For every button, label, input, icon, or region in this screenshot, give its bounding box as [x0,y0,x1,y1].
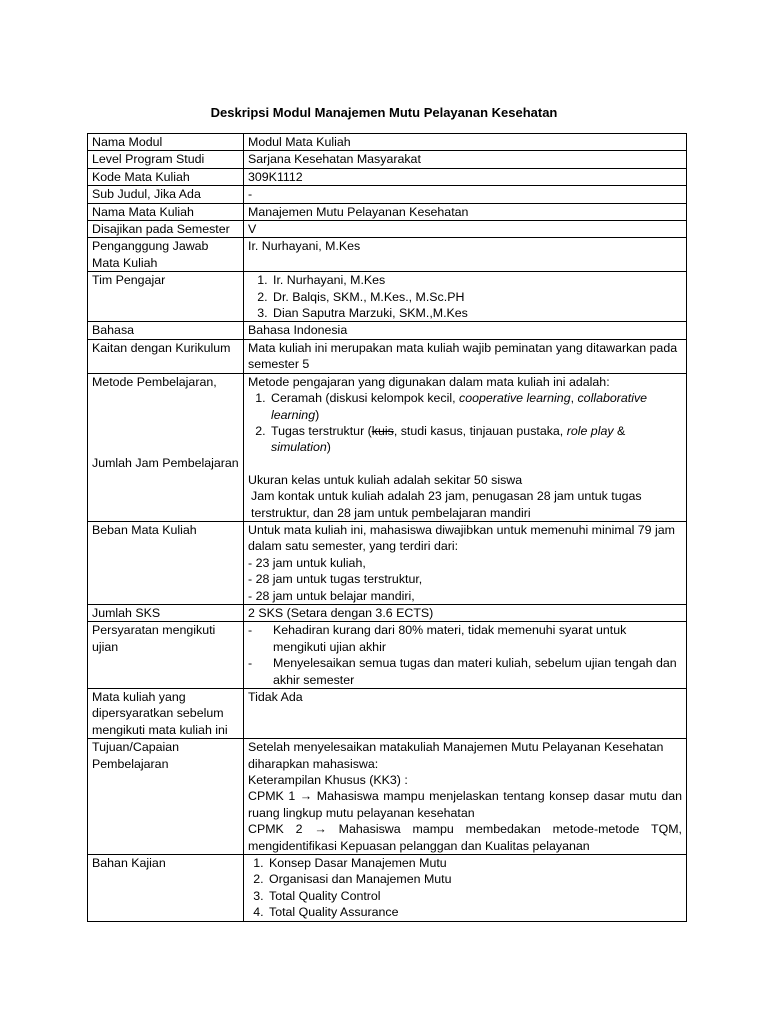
list-item: 1. Ir. Nurhayani, M.Kes [271,272,682,288]
contact-hours-text: Jam kontak untuk kuliah adalah 23 jam, penugasan 28 jam untuk tugas terstruktur, dan 28 jam untuk pembelajaran mandiri [251,489,642,520]
method-intro: Metode pengajaran yang digunakan dalam mata kuliah ini adalah: [248,374,610,389]
row-label: Disajikan pada Semester [88,221,244,238]
row-label: Beban Mata Kuliah [88,521,244,604]
skill-heading: Keterampilan Khusus (KK3) : [248,773,408,788]
list-item: 4. Total Quality Assurance [267,904,682,920]
table-row [88,339,687,373]
row-value: - [244,186,687,203]
row-label: Kaitan dengan Kurikulum [88,339,244,373]
document-title: Deskripsi Modul Manajemen Mutu Pelayanan Kesehatan [210,105,558,120]
cpmk-2: CPMK 2 → Mahasiswa mampu membedakan metode-metode TQM, mengidentifikasi Kepuasan pelanggan dan Kualitas pelayanan [248,822,682,853]
row-label: Level Program Studi [88,151,244,168]
table-row [88,373,687,521]
workload-intro: Untuk mata kuliah ini, mahasiswa diwajibkan untuk memenuhi minimal 79 jam dalam satu semester, yang terdiri dari: [248,522,675,554]
row-label: Nama Modul [88,134,244,151]
table-row [88,322,687,339]
row-value: Manajemen Mutu Pelayanan Kesehatan [244,203,687,220]
row-value: 309K1112 [244,168,687,185]
module-description-table [87,133,687,922]
row-value [244,622,687,689]
row-label: Persyaratan mengikuti ujian [88,622,244,689]
table-row [88,739,687,855]
row-label: Nama Mata Kuliah [88,203,244,220]
hours-label: Jumlah Jam Pembelajaran [92,456,239,471]
row-label: Bahasa [88,322,244,339]
row-value: Bahasa Indonesia [244,322,687,339]
table-row [88,168,687,185]
row-value: Modul Mata Kuliah [244,134,687,151]
class-size-text: Ukuran kelas untuk kuliah adalah sekitar 50 siswa [248,472,523,487]
row-label: Penganggung Jawab Mata Kuliah [88,238,244,272]
cpmk-1: CPMK 1 → Mahasiswa mampu menjelaskan tentang konsep dasar mutu dan ruang lingkup mutu pelayanan kesehatan [248,789,682,820]
table-row [88,521,687,604]
table-row [88,689,687,739]
list-item: - 28 jam untuk belajar mandiri, [248,588,415,603]
study-material-list [248,855,682,921]
row-value [244,272,687,322]
table-row [88,186,687,203]
table-row [88,221,687,238]
list-item: - Menyelesaikan semua tugas dan materi kuliah, sebelum ujian tengah dan akhir semester [248,656,677,687]
list-item: 2. Dr. Balqis, SKM., M.Kes., M.Sc.PH [271,289,682,305]
table-row [88,855,687,922]
row-value: Ir. Nurhayani, M.Kes [244,238,687,272]
list-item: 2. Tugas terstruktur (kuis, studi kasus, tinjauan pustaka, role play & simulation) [269,423,682,456]
row-value [244,373,687,521]
list-item: 3. Total Quality Control [267,888,682,904]
list-item: 2. Organisasi dan Manajemen Mutu [267,871,682,887]
row-label: Tujuan/Capaian Pembelajaran [88,739,244,855]
list-item: - Kehadiran kurang dari 80% materi, tidak memenuhi syarat untuk mengikuti ujian akhir [248,623,627,654]
objective-intro: Setelah menyelesaikan matakuliah Manajemen Mutu Pelayanan Kesehatan diharapkan mahasiswa: [248,740,664,771]
row-value [244,739,687,855]
method-list [248,390,682,456]
row-label: Jumlah SKS [88,604,244,621]
table-row [88,134,687,151]
row-label: Kode Mata Kuliah [88,168,244,185]
row-label: Bahan Kajian [88,855,244,922]
table-row [88,272,687,322]
table-row [88,604,687,621]
list-item: - 23 jam untuk kuliah, [248,555,366,570]
row-label: Mata kuliah yang dipersyaratkan sebelum mengikuti mata kuliah ini [88,689,244,739]
table-row [88,151,687,168]
list-item: 1. Konsep Dasar Manajemen Mutu [267,855,682,871]
row-value [244,521,687,604]
row-value: Tidak Ada [244,689,687,739]
row-value: V [244,221,687,238]
method-label: Metode Pembelajaran, [92,374,217,389]
lecturer-list [248,272,682,321]
row-label: Tim Pengajar [88,272,244,322]
row-value: 2 SKS (Setara dengan 3.6 ECTS) [244,604,687,621]
table-row [88,203,687,220]
row-value: Sarjana Kesehatan Masyarakat [244,151,687,168]
table-row [88,622,687,689]
exam-requirements-list [248,622,682,688]
list-item: - 28 jam untuk tugas terstruktur, [248,572,423,587]
row-value: Mata kuliah ini merupakan mata kuliah wajib peminatan yang ditawarkan pada semester 5 [244,339,687,373]
list-item: 1. Ceramah (diskusi kelompok kecil, cooperative learning, collaborative learning) [269,390,682,423]
row-label: Sub Judul, Jika Ada [88,186,244,203]
list-item: 3. Dian Saputra Marzuki, SKM.,M.Kes [271,305,682,321]
table-row [88,238,687,272]
row-label [88,373,244,521]
row-value [244,855,687,922]
